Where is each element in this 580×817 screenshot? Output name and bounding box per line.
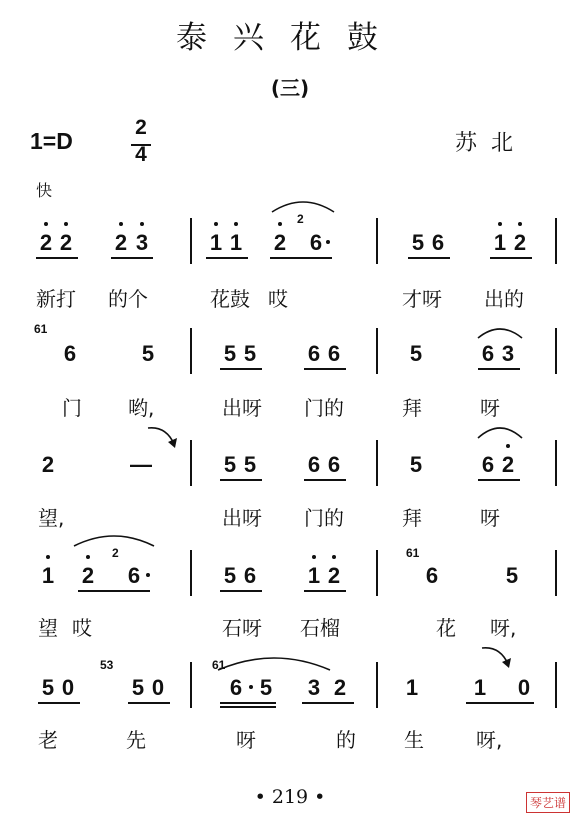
lyric: 呀 [236, 728, 256, 752]
barline [376, 218, 378, 264]
note: 5 [259, 675, 273, 700]
note: 5 [141, 341, 155, 366]
high-octave-dot [214, 222, 218, 226]
grace-note: 53 [100, 658, 114, 672]
note: 5 [223, 563, 237, 588]
barline [555, 662, 557, 708]
underline [36, 257, 78, 259]
underline [78, 590, 150, 592]
lyric: 拜 [402, 396, 422, 420]
note: 5 [411, 230, 425, 255]
lyric: 花鼓 [210, 287, 250, 311]
song-title: 泰兴花鼓 [176, 20, 404, 56]
note: 3 [307, 675, 321, 700]
augmentation-dot [326, 240, 330, 244]
note: 5 [41, 675, 55, 700]
underline [38, 702, 80, 704]
high-octave-dot [140, 222, 144, 226]
underline [220, 590, 262, 592]
underline [206, 257, 248, 259]
high-octave-dot [278, 222, 282, 226]
note: 0 [61, 675, 75, 700]
high-octave-dot [506, 444, 510, 448]
lyric: 呀, [490, 616, 517, 640]
note: 5 [409, 452, 423, 477]
barline [555, 440, 557, 486]
lyric: 呀 [480, 396, 500, 420]
note: 6 [327, 341, 341, 366]
barline [376, 662, 378, 708]
note: 3 [501, 341, 515, 366]
note: 2 [41, 452, 55, 477]
note: 6 [63, 341, 77, 366]
note: 2 [81, 563, 95, 588]
time-signature-numerator: 2 [135, 116, 147, 139]
high-octave-dot [498, 222, 502, 226]
note: 1 [493, 230, 507, 255]
note: 1 [405, 675, 419, 700]
underline [220, 479, 262, 481]
lyric: 老 [38, 728, 58, 752]
lyric: 出呀 [222, 396, 262, 420]
origin-label: 苏北 [455, 131, 528, 156]
underline [304, 368, 346, 370]
grace-note: 2 [112, 546, 119, 560]
slur [216, 654, 332, 672]
song-subtitle: (三) [270, 76, 310, 100]
barline [376, 550, 378, 596]
slur [270, 198, 336, 214]
note: 3 [135, 230, 149, 255]
barline [376, 440, 378, 486]
note: 1 [209, 230, 223, 255]
slur [72, 532, 156, 548]
barline [555, 550, 557, 596]
barline [190, 440, 192, 486]
breath-arrow [480, 644, 516, 672]
high-octave-dot [234, 222, 238, 226]
note: 5 [409, 341, 423, 366]
lyric: 哎 [268, 287, 288, 311]
page-number: • 219 • [254, 786, 326, 808]
underline [478, 368, 520, 370]
note: 6 [431, 230, 445, 255]
note: 6 [307, 452, 321, 477]
underline [302, 702, 354, 704]
note: 6 [481, 341, 495, 366]
underline [490, 257, 532, 259]
note: 6 [229, 675, 243, 700]
lyric: 生 [404, 728, 424, 752]
note: 2 [59, 230, 73, 255]
note: — [130, 452, 152, 477]
underline [478, 479, 520, 481]
grace-note: 2 [297, 212, 304, 226]
high-octave-dot [86, 555, 90, 559]
underline [466, 702, 534, 704]
lyric: 出呀 [222, 506, 262, 530]
underline [304, 479, 346, 481]
underline [408, 257, 450, 259]
augmentation-dot [249, 685, 253, 689]
high-octave-dot [332, 555, 336, 559]
note: 1 [473, 675, 487, 700]
note: 2 [513, 230, 527, 255]
slur [476, 424, 524, 440]
augmentation-dot [146, 573, 150, 577]
note: 2 [501, 452, 515, 477]
underline [220, 702, 276, 704]
note: 5 [223, 452, 237, 477]
note: 6 [243, 563, 257, 588]
note: 5 [505, 563, 519, 588]
note: 5 [243, 452, 257, 477]
note: 5 [223, 341, 237, 366]
key-signature: 1=D [30, 128, 73, 154]
high-octave-dot [46, 555, 50, 559]
lyric: 石榴 [300, 616, 340, 640]
lyric: 望 [38, 616, 58, 640]
underline [128, 702, 170, 704]
note: 5 [243, 341, 257, 366]
barline [190, 218, 192, 264]
high-octave-dot [64, 222, 68, 226]
high-octave-dot [518, 222, 522, 226]
note: 2 [327, 563, 341, 588]
lyric: 哟, [128, 396, 155, 420]
barline [555, 218, 557, 264]
note: 6 [307, 341, 321, 366]
grace-note: 61 [212, 658, 226, 672]
note: 5 [131, 675, 145, 700]
note: 6 [425, 563, 439, 588]
note: 1 [307, 563, 321, 588]
high-octave-dot [119, 222, 123, 226]
lyric: 花 [436, 616, 456, 640]
barline [190, 328, 192, 374]
note: 1 [41, 563, 55, 588]
note: 6 [309, 230, 323, 255]
barline [376, 328, 378, 374]
lyric: 出的 [484, 287, 524, 311]
lyric: 门的 [304, 506, 344, 530]
lyric: 新打 [36, 287, 76, 311]
lyric: 的 [336, 728, 356, 752]
lyric: 先 [126, 728, 146, 752]
note: 2 [114, 230, 128, 255]
watermark-logo: 琴艺谱 [526, 792, 570, 813]
tempo-marking: 快 [36, 181, 53, 200]
grace-note: 61 [406, 546, 420, 560]
lyric: 门 [62, 396, 82, 420]
lyric: 哎 [72, 616, 92, 640]
lyric: 望, [38, 506, 65, 530]
lyric: 的个 [108, 287, 148, 311]
high-octave-dot [312, 555, 316, 559]
lyric: 才呀 [402, 287, 442, 311]
note: 2 [39, 230, 53, 255]
underline [220, 706, 276, 708]
note: 6 [481, 452, 495, 477]
note: 2 [333, 675, 347, 700]
barline [190, 662, 192, 708]
lyric: 门的 [304, 396, 344, 420]
lyric: 拜 [402, 506, 422, 530]
time-signature-denominator: 4 [135, 143, 147, 166]
note: 6 [327, 452, 341, 477]
note: 1 [229, 230, 243, 255]
barline [190, 550, 192, 596]
lyric: 呀 [480, 506, 500, 530]
note: 2 [273, 230, 287, 255]
note: 0 [517, 675, 531, 700]
lyric: 石呀 [222, 616, 262, 640]
high-octave-dot [44, 222, 48, 226]
barline [555, 328, 557, 374]
lyric: 呀, [476, 728, 503, 752]
slur [476, 326, 524, 340]
breath-arrow [146, 424, 182, 452]
underline [270, 257, 332, 259]
note: 0 [151, 675, 165, 700]
grace-note: 61 [34, 322, 48, 336]
underline [111, 257, 153, 259]
note: 6 [127, 563, 141, 588]
underline [304, 590, 346, 592]
underline [220, 368, 262, 370]
